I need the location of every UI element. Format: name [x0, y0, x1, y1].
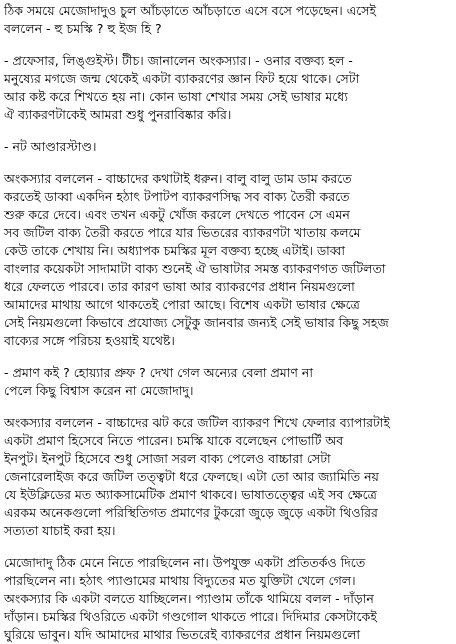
text-line: অংকস্যার কি একটা বলতে যাচ্ছিলেন। প্যাণ্ডাম তাঁকে থামিয়ে বলল - দাঁড়ান: [4, 591, 374, 606]
text-line: - প্রফেসার, লিঙ্গুইস্ট। টীচ। জানালেন অংকস্যার। - ওনার বক্তব্য হল -: [4, 53, 353, 68]
text-line: ঐ ব্যাকরণটাকেই আমরা শুধু পুনরাবিষ্কার করি।: [4, 107, 232, 122]
text-line: আমাদের মাথায় আগে থাকতেই পোরা আছে। বিশেষ একটা ভাষার ক্ষেত্রে: [4, 297, 360, 312]
text-line: ঘুরিয়ে ভাবুন। যদি আমাদের মাথার ভিতরেই ব্যাকরণের প্রধান নিয়মগুলো: [4, 627, 361, 642]
text-line: দাঁড়ান। চমস্কির থিওরিতে একটা গণ্ডগোল থাকতে পারে। দিদিমার কেসটাকেই: [4, 609, 377, 624]
text-line: বাংলার কয়েকটা সাদামাটা বাক্য শুনেই ঐ ভাষাটার সমস্ত ব্যাকরণগত জটিলতা: [4, 261, 386, 276]
text-line: - প্রমাণ কই ? হোয়্যার প্রুফ ? দেখা গেল অন্যের বেলা প্রমাণ না: [4, 365, 313, 380]
text-line: পারছিলেন না। হঠাৎ প্যাণ্ডামের মাথায় বিদ্যুতের মত যুক্তিটা খেলে গেল।: [4, 573, 356, 588]
text-line: আর কষ্ট করে শিখতে হয় না। কোন ভাষা শেখার সময় সেই ভাষার মধ্যে: [4, 89, 348, 104]
paragraph-7: [4, 554, 450, 644]
paragraph-4: [4, 170, 450, 350]
paragraph-5: [4, 364, 450, 400]
text-line: মেজোদাদু ঠিক মেনে নিতে পারছিলেন না। উপযুক্ত একটা প্রতিতর্কও দিতে: [4, 555, 366, 570]
text-line: সেই নিয়মগুলো কিভাবে প্রযোজ্য সেটুকু জানবার জন্যই সেই ভাষার কিছু সহজ: [4, 315, 389, 330]
text-line: ঠিক সময়ে মেজোদাদুও চুল আঁচড়াতে আঁচড়াতে এসে বসে পড়েছেন। এসেই: [4, 3, 377, 18]
text-line: ইনপুট। ইনপুট হিসেবে শুধু সোজা সরল বাক্য পেলেও বাচ্চারা সেটা: [4, 451, 331, 466]
text-line: সব জটিল বাক্য তৈরী করতে পারে যার ভিতরের ব্যাকরণটা খাতায় কলমে: [4, 225, 361, 240]
text-line: - নট আণ্ডারস্টাণ্ড।: [4, 139, 97, 154]
text-line: বললেন - হু চমস্কি ? হু ইজ হি ?: [4, 21, 162, 36]
paragraph-6: [4, 414, 450, 540]
text-line: অংকস্যার বললেন - বাচ্চাদের কথাটাই ধরুন। বালু বালু ডাম ডাম করতে: [4, 171, 352, 186]
text-line: মনুষ্যের মগজে জন্ম থেকেই একটা ব্যাকরণের জ্ঞান ফিট হয়ে থাকে। সেটা: [4, 71, 360, 86]
text-line: যে ইউক্লিডের মত অ্যাকসামেটিক প্রমাণ থাকবে। ভাষাতত্ত্বের এই সব ক্ষেত্রে: [4, 487, 377, 502]
text-line: এরকম অনেকগুলো পরিস্থিতিগত প্রমাণের টুকরো জুড়ে জুড়ে একটা থিওরির: [4, 505, 378, 520]
paragraph-2: [4, 52, 450, 124]
text-line: করতেই ডাব্বা একদিন হঠাৎ টপাটপ ব্যাকরণসিদ্ধ সব বাক্য তৈরী করতে: [4, 189, 350, 204]
text-line: পেলে কিছু বিশ্বাস করেন না মেজোদাদু।: [4, 383, 194, 398]
text-line: বাক্যের সঙ্গে পরিচয় হওয়াই যথেষ্ট।: [4, 333, 175, 348]
text-line: একটা প্রমাণ হিসেবে নিতে পারেন। চমস্কি যাকে বলেছেন পোভার্টি অব: [4, 433, 344, 448]
text-line: সত্যতা যাচাই করা হয়।: [4, 523, 116, 538]
text-line: শুরু করে দেবে। এবং তখন একটু খোঁজ করলে দেখতে পাবেন সে এমন: [4, 207, 350, 222]
text-line: অংকস্যার বললেন - বাচ্চাদের ঝট করে জটিল ব্যাকরণ শিখে ফেলার ব্যাপারটাই: [4, 415, 390, 430]
text-line: ধরে ফেলতে পারবে। তার কারণ ভাষা আর ব্যাকরণের প্রধান নিয়মগুলো: [4, 279, 355, 294]
text-line: জেনারেলাইজ করে জটিল তত্ত্বটা ধরে ফেলছে। এটা তো আর জ্যামিতি নয়: [4, 469, 379, 484]
paragraph-1: [4, 2, 450, 38]
text-line: কেউ তাকে শেখায় নি। অধ্যাপক চমস্কির মূল বক্তব্য হচ্ছে এটাই। ডাব্বা: [4, 243, 346, 258]
paragraph-3: [4, 138, 450, 156]
